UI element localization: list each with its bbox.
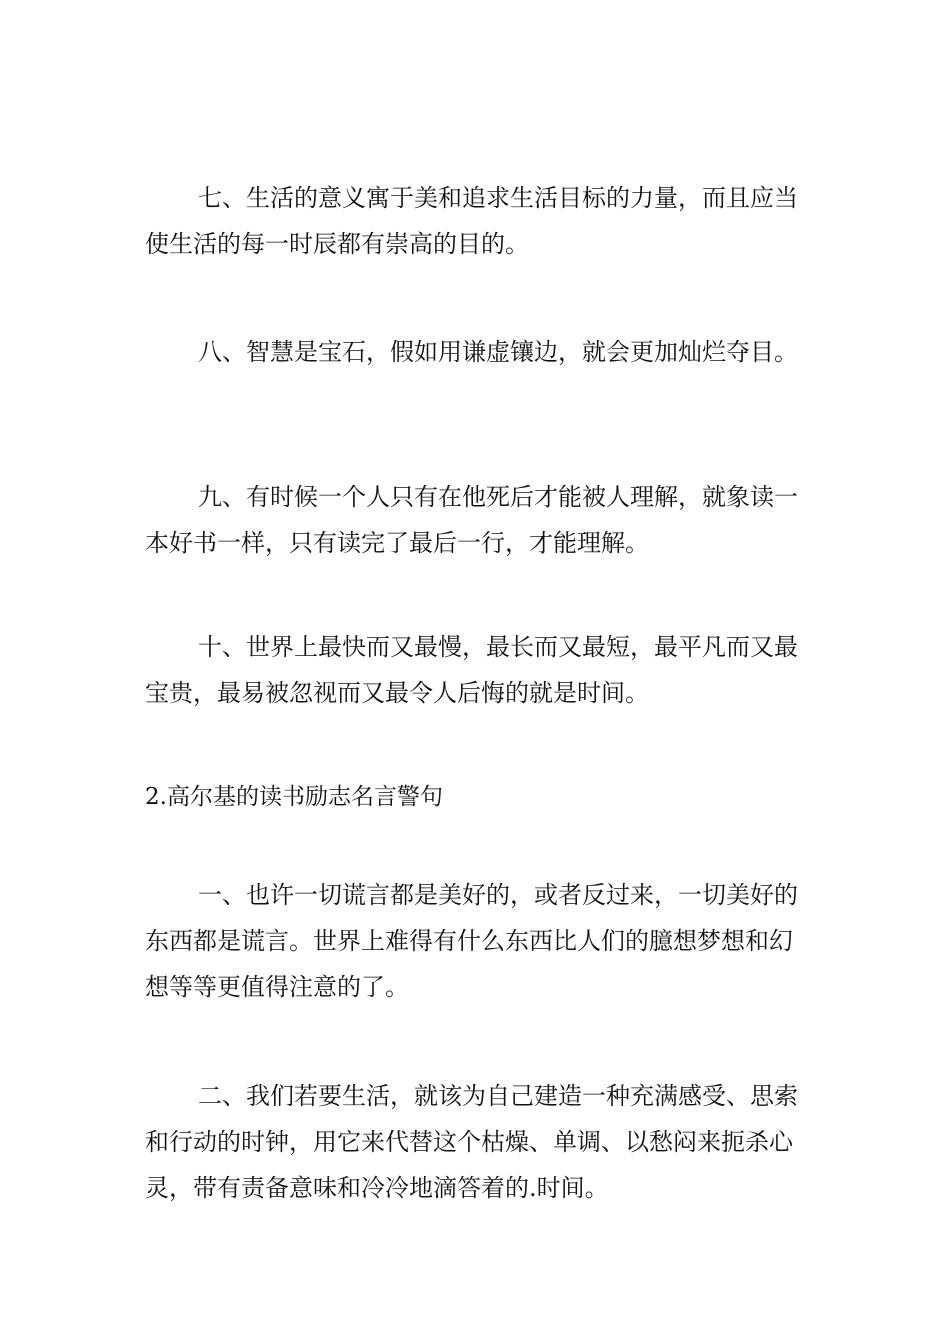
paragraph-9: 九、有时候一个人只有在他死后才能被人理解，就象读一本好书一样，只有读完了最后一行，才能理解。 — [145, 483, 798, 557]
paragraph-7: 七、生活的意义寓于美和追求生活目标的力量，而且应当使生活的每一时辰都有崇高的目的。 — [145, 184, 798, 258]
section-paragraph-1: 一、也许一切谎言都是美好的，或者反过来，一切美好的东西都是谎言。世界上难得有什么东西比人们的臆想梦想和幻想等等更值得注意的了。 — [145, 881, 798, 1001]
section-paragraph-2: 二、我们若要生活，就该为自己建造一种充满感受、思索和行动的时钟，用它来代替这个枯燥、单调、以愁闷来扼杀心灵，带有责备意味和冷冷地滴答着的.时间。 — [145, 1082, 798, 1202]
paragraph-8: 八、智慧是宝石，假如用谦虚镶边，就会更加灿烂夺目。 — [198, 338, 798, 366]
paragraph-10: 十、世界上最快而又最慢，最长而又最短，最平凡而又最宝贵，最易被忽视而又最令人后悔的就是时间。 — [145, 633, 798, 707]
section-heading: 2.高尔基的读书励志名言警句 — [145, 784, 443, 810]
